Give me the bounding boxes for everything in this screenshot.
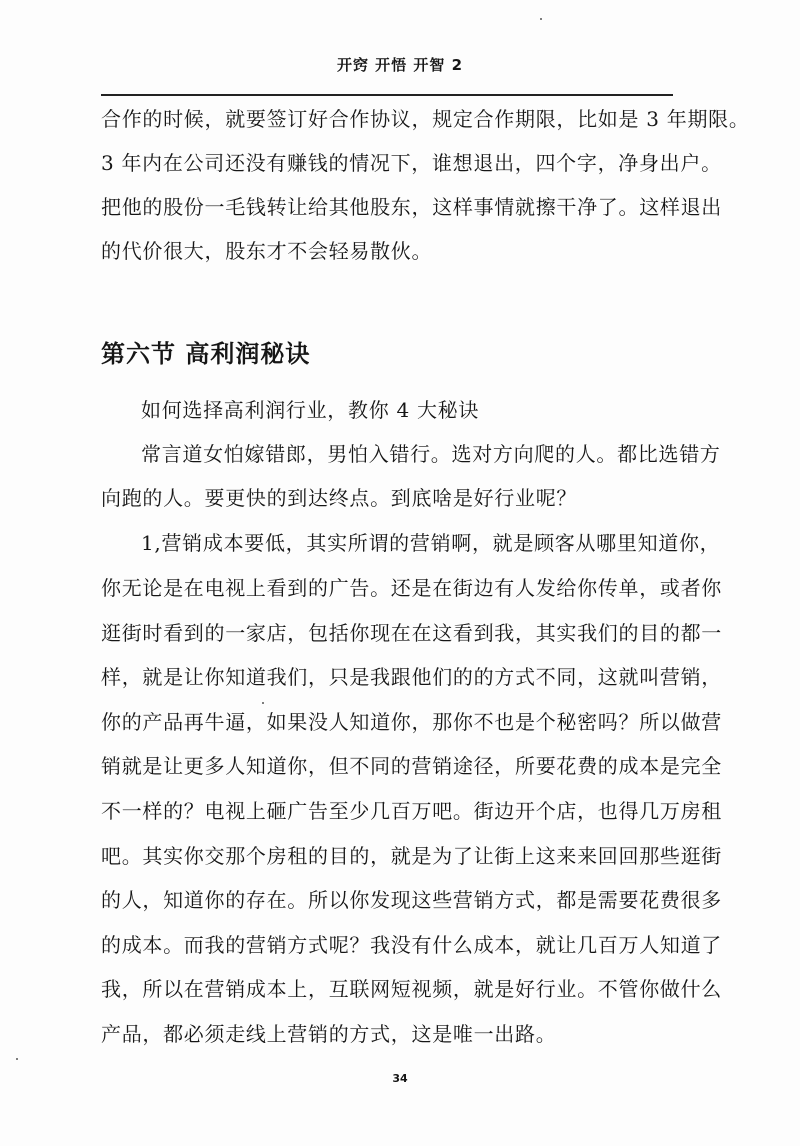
point-line: 1,营销成本要低，其实所谓的营销啊，就是顾客从哪里知道你， — [141, 531, 721, 555]
intro-line: 常言道女怕嫁错郎，男怕入错行。选对方向爬的人。都比选错方 — [141, 442, 721, 466]
point-line: 的成本。而我的营销方式呢？我没有什么成本，就让几百万人知道了 — [101, 933, 722, 957]
point-line: 的人，知道你的存在。所以你发现这些营销方式，都是需要花费很多 — [101, 888, 722, 912]
point-line: 我，所以在营销成本上，互联网短视频，就是好行业。不管你做什么 — [101, 977, 722, 1001]
scan-speck — [540, 18, 542, 20]
scan-speck — [262, 702, 264, 704]
scan-speck — [16, 1058, 18, 1060]
point-line: 吧。其实你交那个房租的目的，就是为了让街上这来来回回那些逛街 — [101, 844, 722, 868]
header-rule — [101, 94, 673, 96]
top-paragraph-line: 的代价很大，股东才不会轻易散伙。 — [101, 239, 433, 263]
point-line: 样，就是让你知道我们，只是我跟他们的的方式不同，这就叫营销， — [101, 665, 722, 689]
section-subtitle: 如何选择高利润行业，教你 4 大秘诀 — [141, 398, 480, 422]
point-line: 你无论是在电视上看到的广告。还是在街边有人发给你传单，或者你 — [101, 576, 722, 600]
top-paragraph-line: 把他的股份一毛钱转让给其他股东，这样事情就擦干净了。这样退出 — [101, 195, 722, 219]
running-header: 开窍 开悟 开智 2 — [336, 56, 464, 74]
top-paragraph-line: 合作的时候，就要签订好合作协议，规定合作期限，比如是 3 年期限。 — [101, 107, 750, 131]
point-line: 销就是让更多人知道你，但不同的营销途径，所要花费的成本是完全 — [101, 754, 722, 778]
section-title: 第六节 高利润秘诀 — [101, 340, 311, 368]
page-number: 34 — [392, 1072, 408, 1085]
point-line: 你的产品再牛逼，如果没人知道你，那你不也是个秘密吗？所以做营 — [101, 710, 722, 734]
intro-line: 向跑的人。要更快的到达终点。到底啥是好行业呢？ — [101, 486, 578, 510]
point-line: 产品，都必须走线上营销的方式，这是唯一出路。 — [101, 1022, 557, 1046]
top-paragraph-line: 3 年内在公司还没有赚钱的情况下，谁想退出，四个字，净身出户。 — [101, 151, 722, 175]
point-line: 不一样的？电视上砸广告至少几百万吧。街边开个店，也得几万房租 — [101, 799, 722, 823]
point-line: 逛街时看到的一家店，包括你现在在这看到我，其实我们的目的都一 — [101, 621, 722, 645]
